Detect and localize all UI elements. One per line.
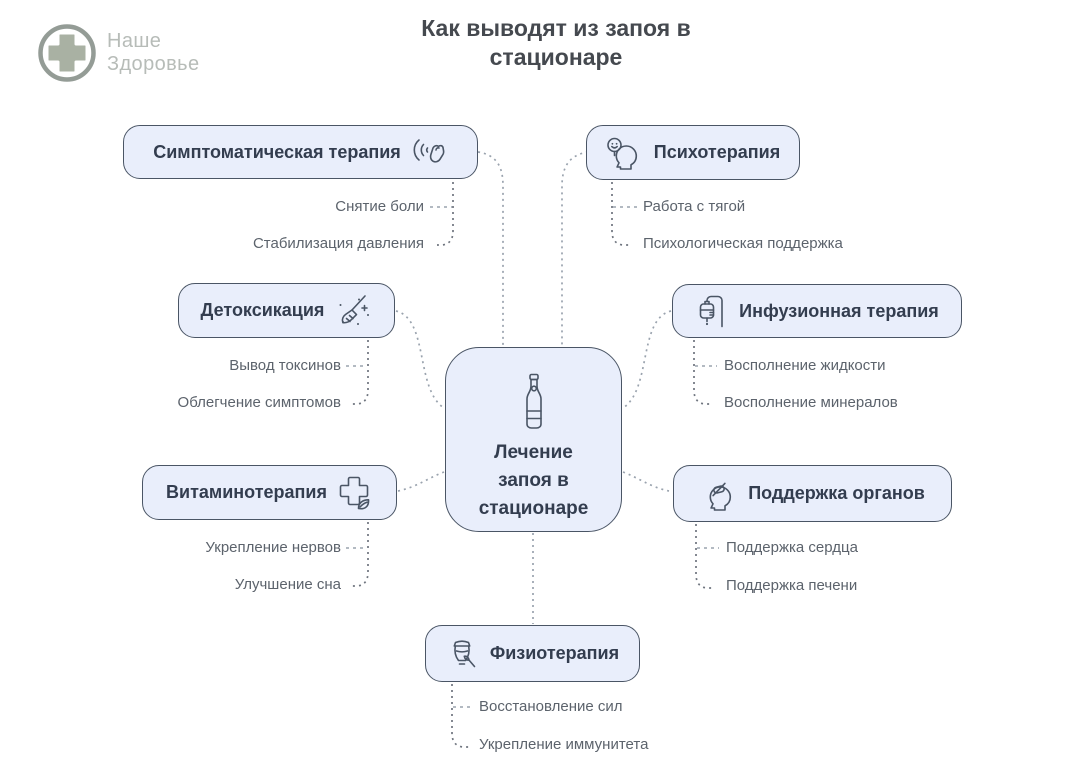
node-vitamin-therapy (142, 465, 397, 520)
sub-item-label: Стабилизация давления (252, 235, 424, 252)
logo-text-line1: Наше (107, 30, 162, 52)
medical-cross-icon (36, 22, 98, 84)
massage-icon (446, 636, 480, 672)
node-label: Инфузионная терапия (739, 300, 939, 321)
node-label: Витаминотерапия (166, 482, 327, 502)
logo-text (107, 30, 200, 76)
sub-item-label: Укрепление нервов (205, 539, 341, 556)
sub-item-label: Укрепление иммунитета (479, 736, 649, 753)
node-label: Психотерапия (653, 142, 781, 162)
cross-leaf-icon (337, 474, 373, 511)
sub-item-label: Психологическая поддержка (643, 235, 843, 252)
sub-item-label: Поддержка сердца (726, 539, 858, 556)
sub-item-label: Восстановление сил (479, 698, 623, 715)
psychology-head-icon (606, 136, 644, 170)
central-node-label: Лечение запоя в стационаре (478, 441, 589, 519)
broom-icon (334, 291, 372, 331)
node-label: Детоксикация (200, 300, 325, 320)
sub-item-label: Работа с тягой (643, 198, 746, 215)
sub-item-label: Улучшение сна (234, 576, 341, 593)
logo-text-line2: Здоровье (107, 53, 200, 75)
page-title: Как выводят из запоя в стационаре (421, 15, 691, 70)
sub-item-label: Снятие боли (335, 198, 424, 215)
iv-drip-icon (695, 293, 729, 329)
node-label: Физиотерапия (489, 643, 620, 663)
logo (36, 22, 200, 84)
node-label: Поддержка органов (748, 483, 925, 503)
sub-item-label: Поддержка печени (726, 577, 858, 594)
sub-item-label: Вывод токсинов (229, 357, 341, 374)
node-psychotherapy (586, 125, 800, 180)
head-recovery-icon (700, 476, 738, 512)
node-symptomatic-therapy (123, 125, 478, 179)
node-physiotherapy (425, 625, 640, 682)
sub-item-label: Восполнение минералов (724, 394, 898, 411)
sub-item-label: Облегчение симптомов (177, 394, 341, 411)
central-node (445, 347, 622, 532)
node-detox (178, 283, 395, 338)
node-organ-support (673, 465, 952, 522)
sub-item-label: Восполнение жидкости (724, 357, 886, 374)
headache-icon (411, 133, 448, 171)
node-label: Симптоматическая терапия (153, 141, 401, 162)
bottle-icon (519, 373, 549, 431)
node-infusion-therapy (672, 284, 962, 338)
